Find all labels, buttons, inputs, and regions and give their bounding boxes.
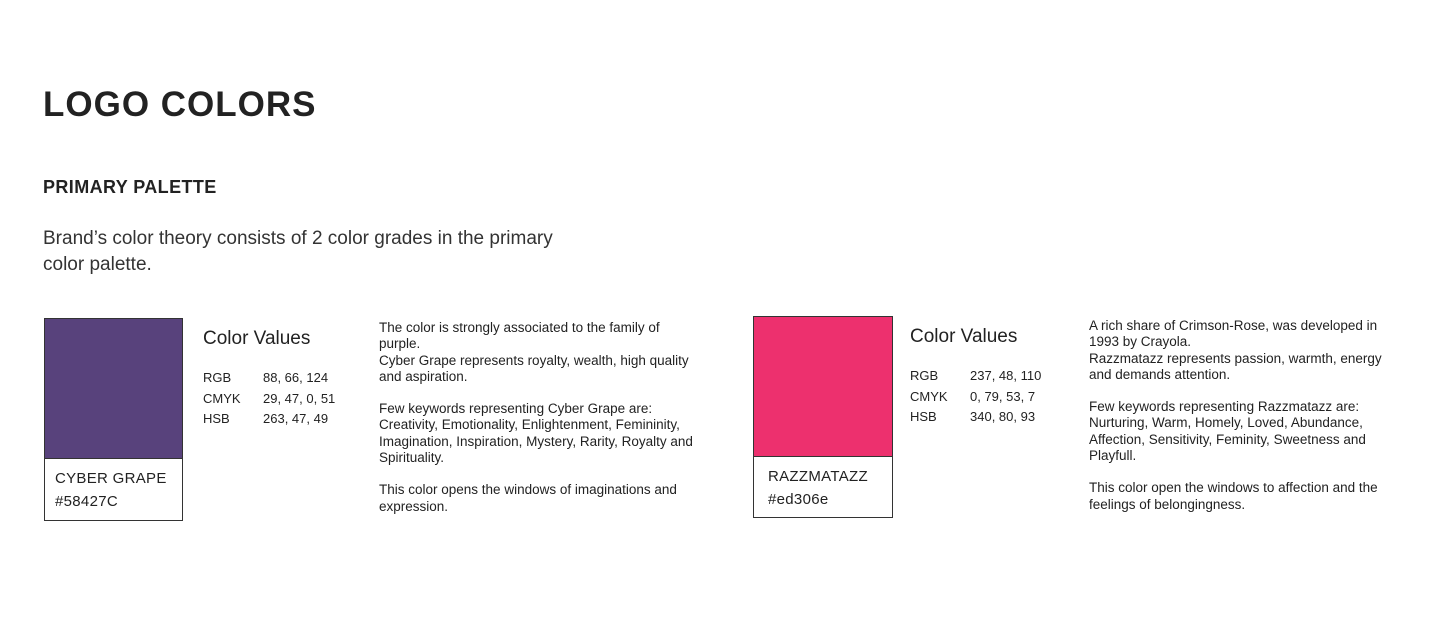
color-value-row	[203, 409, 335, 430]
color-values-table	[203, 368, 335, 430]
color-hex: #ed306e	[768, 491, 829, 508]
color-value-row	[910, 387, 1041, 408]
swatch-box	[753, 316, 893, 518]
color-description	[379, 320, 699, 515]
value-number: 237, 48, 110	[970, 368, 1042, 383]
value-label: RGB	[203, 370, 232, 385]
color-name: CYBER GRAPE	[55, 470, 167, 487]
color-card-cyber-grape	[44, 318, 704, 523]
color-values	[203, 328, 335, 430]
value-label: CMYK	[203, 390, 241, 406]
color-swatch	[754, 317, 892, 456]
color-value-row	[910, 366, 1041, 387]
color-values-table	[910, 366, 1041, 428]
value-number: 88, 66, 124	[263, 370, 329, 385]
description-paragraph: This color open the windows to affection and the feelings of belongingness.	[1089, 480, 1378, 512]
color-description	[1089, 318, 1405, 513]
description-paragraph: Few keywords representing Cyber Grape are: Creativity, Emotionality, Enlightenment, Femininity, Imagination, Inspiration, Mystery, Rarity, Royalty and Spirituality.	[379, 401, 693, 466]
color-value-row	[203, 368, 335, 389]
color-value-row	[203, 389, 335, 410]
description-paragraph: Few keywords representing Razzmatazz are: Nurturing, Warm, Homely, Loved, Abundance, Affection, Sensitivity, Feminity, Sweetness and Playfull.	[1089, 399, 1366, 464]
value-label: HSB	[910, 409, 937, 424]
value-label: RGB	[910, 368, 939, 383]
page-title: LOGO COLORS	[43, 85, 317, 124]
color-value-row	[910, 407, 1041, 428]
value-number: 263, 47, 49	[263, 411, 329, 426]
value-label: HSB	[203, 411, 230, 426]
swatch-label	[754, 456, 892, 511]
value-number: 340, 80, 93	[970, 409, 1036, 424]
color-values-title: Color Values	[910, 326, 1018, 347]
description-paragraph: A rich share of Crimson-Rose, was developed in 1993 by Crayola.	[1089, 318, 1378, 350]
color-values	[910, 326, 1041, 428]
section-title: PRIMARY PALETTE	[43, 177, 217, 197]
description-paragraph: The color is strongly associated to the family of purple.	[379, 320, 660, 352]
value-number: 29, 47, 0, 51	[263, 390, 336, 406]
color-name: RAZZMATAZZ	[768, 468, 868, 485]
value-label: CMYK	[910, 388, 948, 404]
description-paragraph: Cyber Grape represents royalty, wealth, high quality and aspiration.	[379, 352, 689, 384]
value-number: 0, 79, 53, 7	[970, 388, 1036, 404]
color-values-title: Color Values	[203, 328, 311, 349]
color-hex: #58427C	[55, 493, 118, 510]
swatch-label	[45, 458, 182, 513]
color-card-razzmatazz	[753, 316, 1413, 521]
description-paragraph: This color opens the windows of imaginations and expression.	[379, 482, 677, 514]
description-paragraph: Razzmatazz represents passion, warmth, energy and demands attention.	[1089, 350, 1382, 382]
swatch-box	[44, 318, 183, 521]
intro-text: Brand’s color theory consists of 2 color grades in the primary color palette.	[43, 228, 553, 275]
color-swatch	[45, 319, 182, 458]
